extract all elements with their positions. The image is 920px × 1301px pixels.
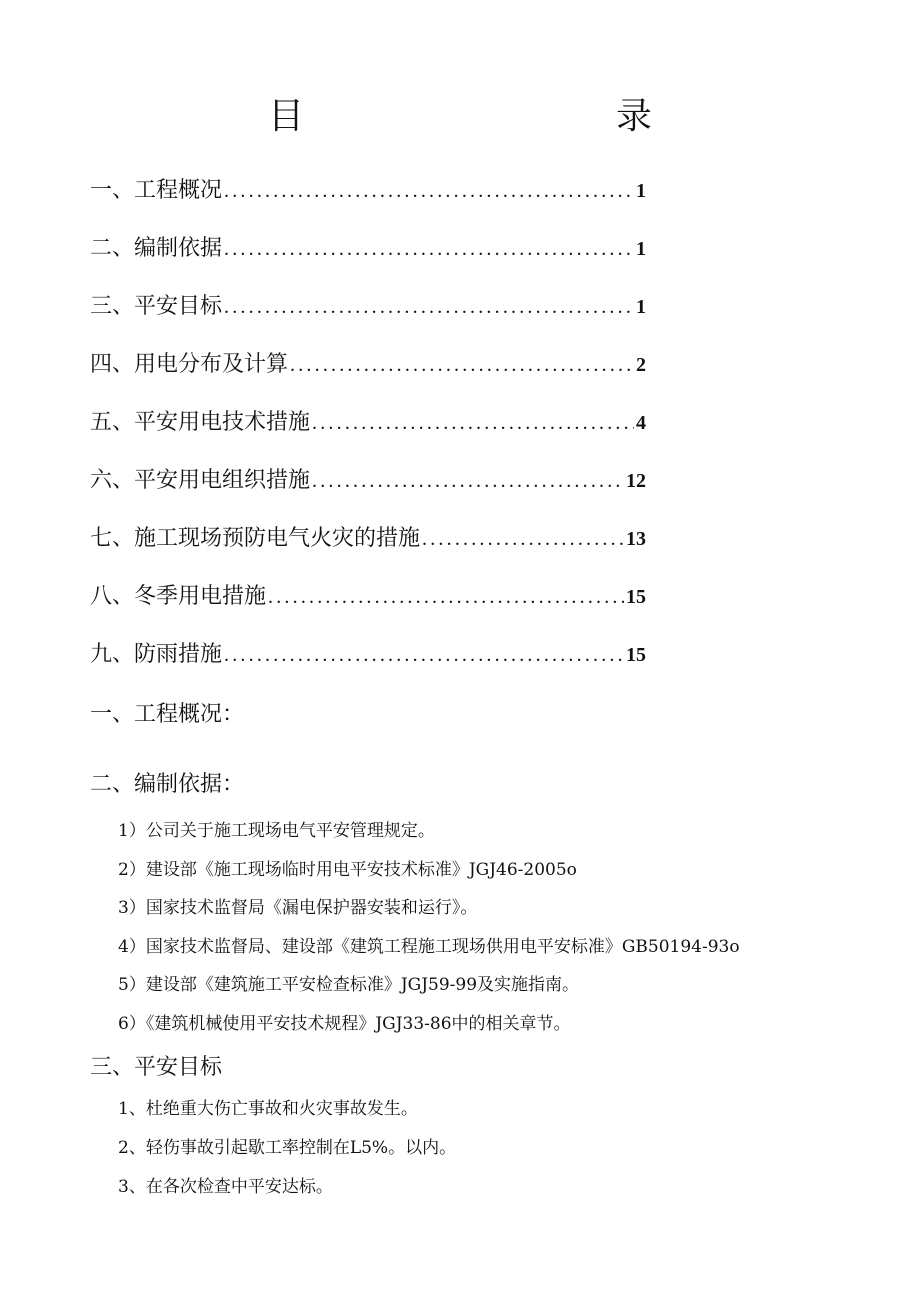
toc-leader-dots [312,459,624,503]
toc-leader-dots [224,227,634,271]
toc-entry[interactable] [90,220,646,278]
toc-leader-dots [224,633,624,677]
toc-entry-label: 二、编制依据 [90,236,223,261]
toc-entry[interactable] [90,278,646,336]
toc-leader-dots [422,517,624,561]
table-of-contents [90,162,646,684]
toc-entry[interactable] [90,510,646,568]
list-item: 1）公司关于施工现场电气平安管理规定。 [118,821,435,841]
toc-entry-page: 15 [626,644,646,666]
list-item: 2、轻伤事故引起歇工率控制在L5%。以内。 [118,1138,457,1158]
toc-entry-page: 1 [636,238,646,260]
basis-list [118,812,740,1043]
toc-entry-page: 1 [636,296,646,318]
list-item: 4）国家技术监督局、建设部《建筑工程施工现场供用电平安标准》GB50194-93o [118,936,740,957]
goals-list [118,1090,456,1207]
toc-entry-page: 12 [626,470,646,492]
toc-leader-dots [268,575,624,619]
toc-entry[interactable] [90,162,646,220]
toc-entry-label: 八、冬季用电措施 [90,584,267,609]
list-item: 3）国家技术监督局《漏电保护器安装和运行》。 [118,898,478,918]
toc-entry-label: 七、施工现场预防电气火灾的措施 [90,526,421,551]
toc-leader-dots [290,343,634,387]
toc-entry-page: 13 [626,528,646,550]
toc-entry-label: 六、平安用电组织措施 [90,468,311,493]
toc-entry[interactable] [90,626,646,684]
toc-entry[interactable] [90,336,646,394]
section-heading-overview: 一、工程概况： [90,702,245,727]
toc-entry-label: 五、平安用电技术措施 [90,410,311,435]
toc-leader-dots [224,169,634,213]
toc-entry-label: 九、防雨措施 [90,642,223,667]
toc-entry-page: 4 [636,412,646,434]
page-title [268,92,652,142]
toc-entry[interactable] [90,568,646,626]
toc-entry-page: 15 [626,586,646,608]
section-heading-basis: 二、编制依据： [90,772,245,797]
toc-entry[interactable] [90,452,646,510]
title-char-2: 录 [615,96,652,137]
list-item: 2）建设部《施工现场临时用电平安技术标准》JGJ46-2005o [118,859,577,880]
list-item: 5）建设部《建筑施工平安检查标准》JGJ59-99及实施指南。 [118,975,580,995]
toc-leader-dots [224,285,634,329]
toc-entry-label: 四、用电分布及计算 [90,352,289,377]
toc-leader-dots [312,401,634,445]
list-item: 1、杜绝重大伤亡事故和火灾事故发生。 [118,1099,418,1119]
title-char-1: 目 [268,96,305,137]
list-item: 6）《建筑机械使用平安技术规程》JGJ33-86中的相关章节。 [118,1013,571,1034]
toc-entry-label: 一、工程概况 [90,178,223,203]
toc-entry-page: 1 [636,180,646,202]
list-item: 3、在各次检查中平安达标。 [118,1177,333,1197]
toc-entry[interactable] [90,394,646,452]
section-heading-goals: 三、平安目标 [90,1055,223,1080]
toc-entry-label: 三、平安目标 [90,294,223,319]
toc-entry-page: 2 [636,354,646,376]
